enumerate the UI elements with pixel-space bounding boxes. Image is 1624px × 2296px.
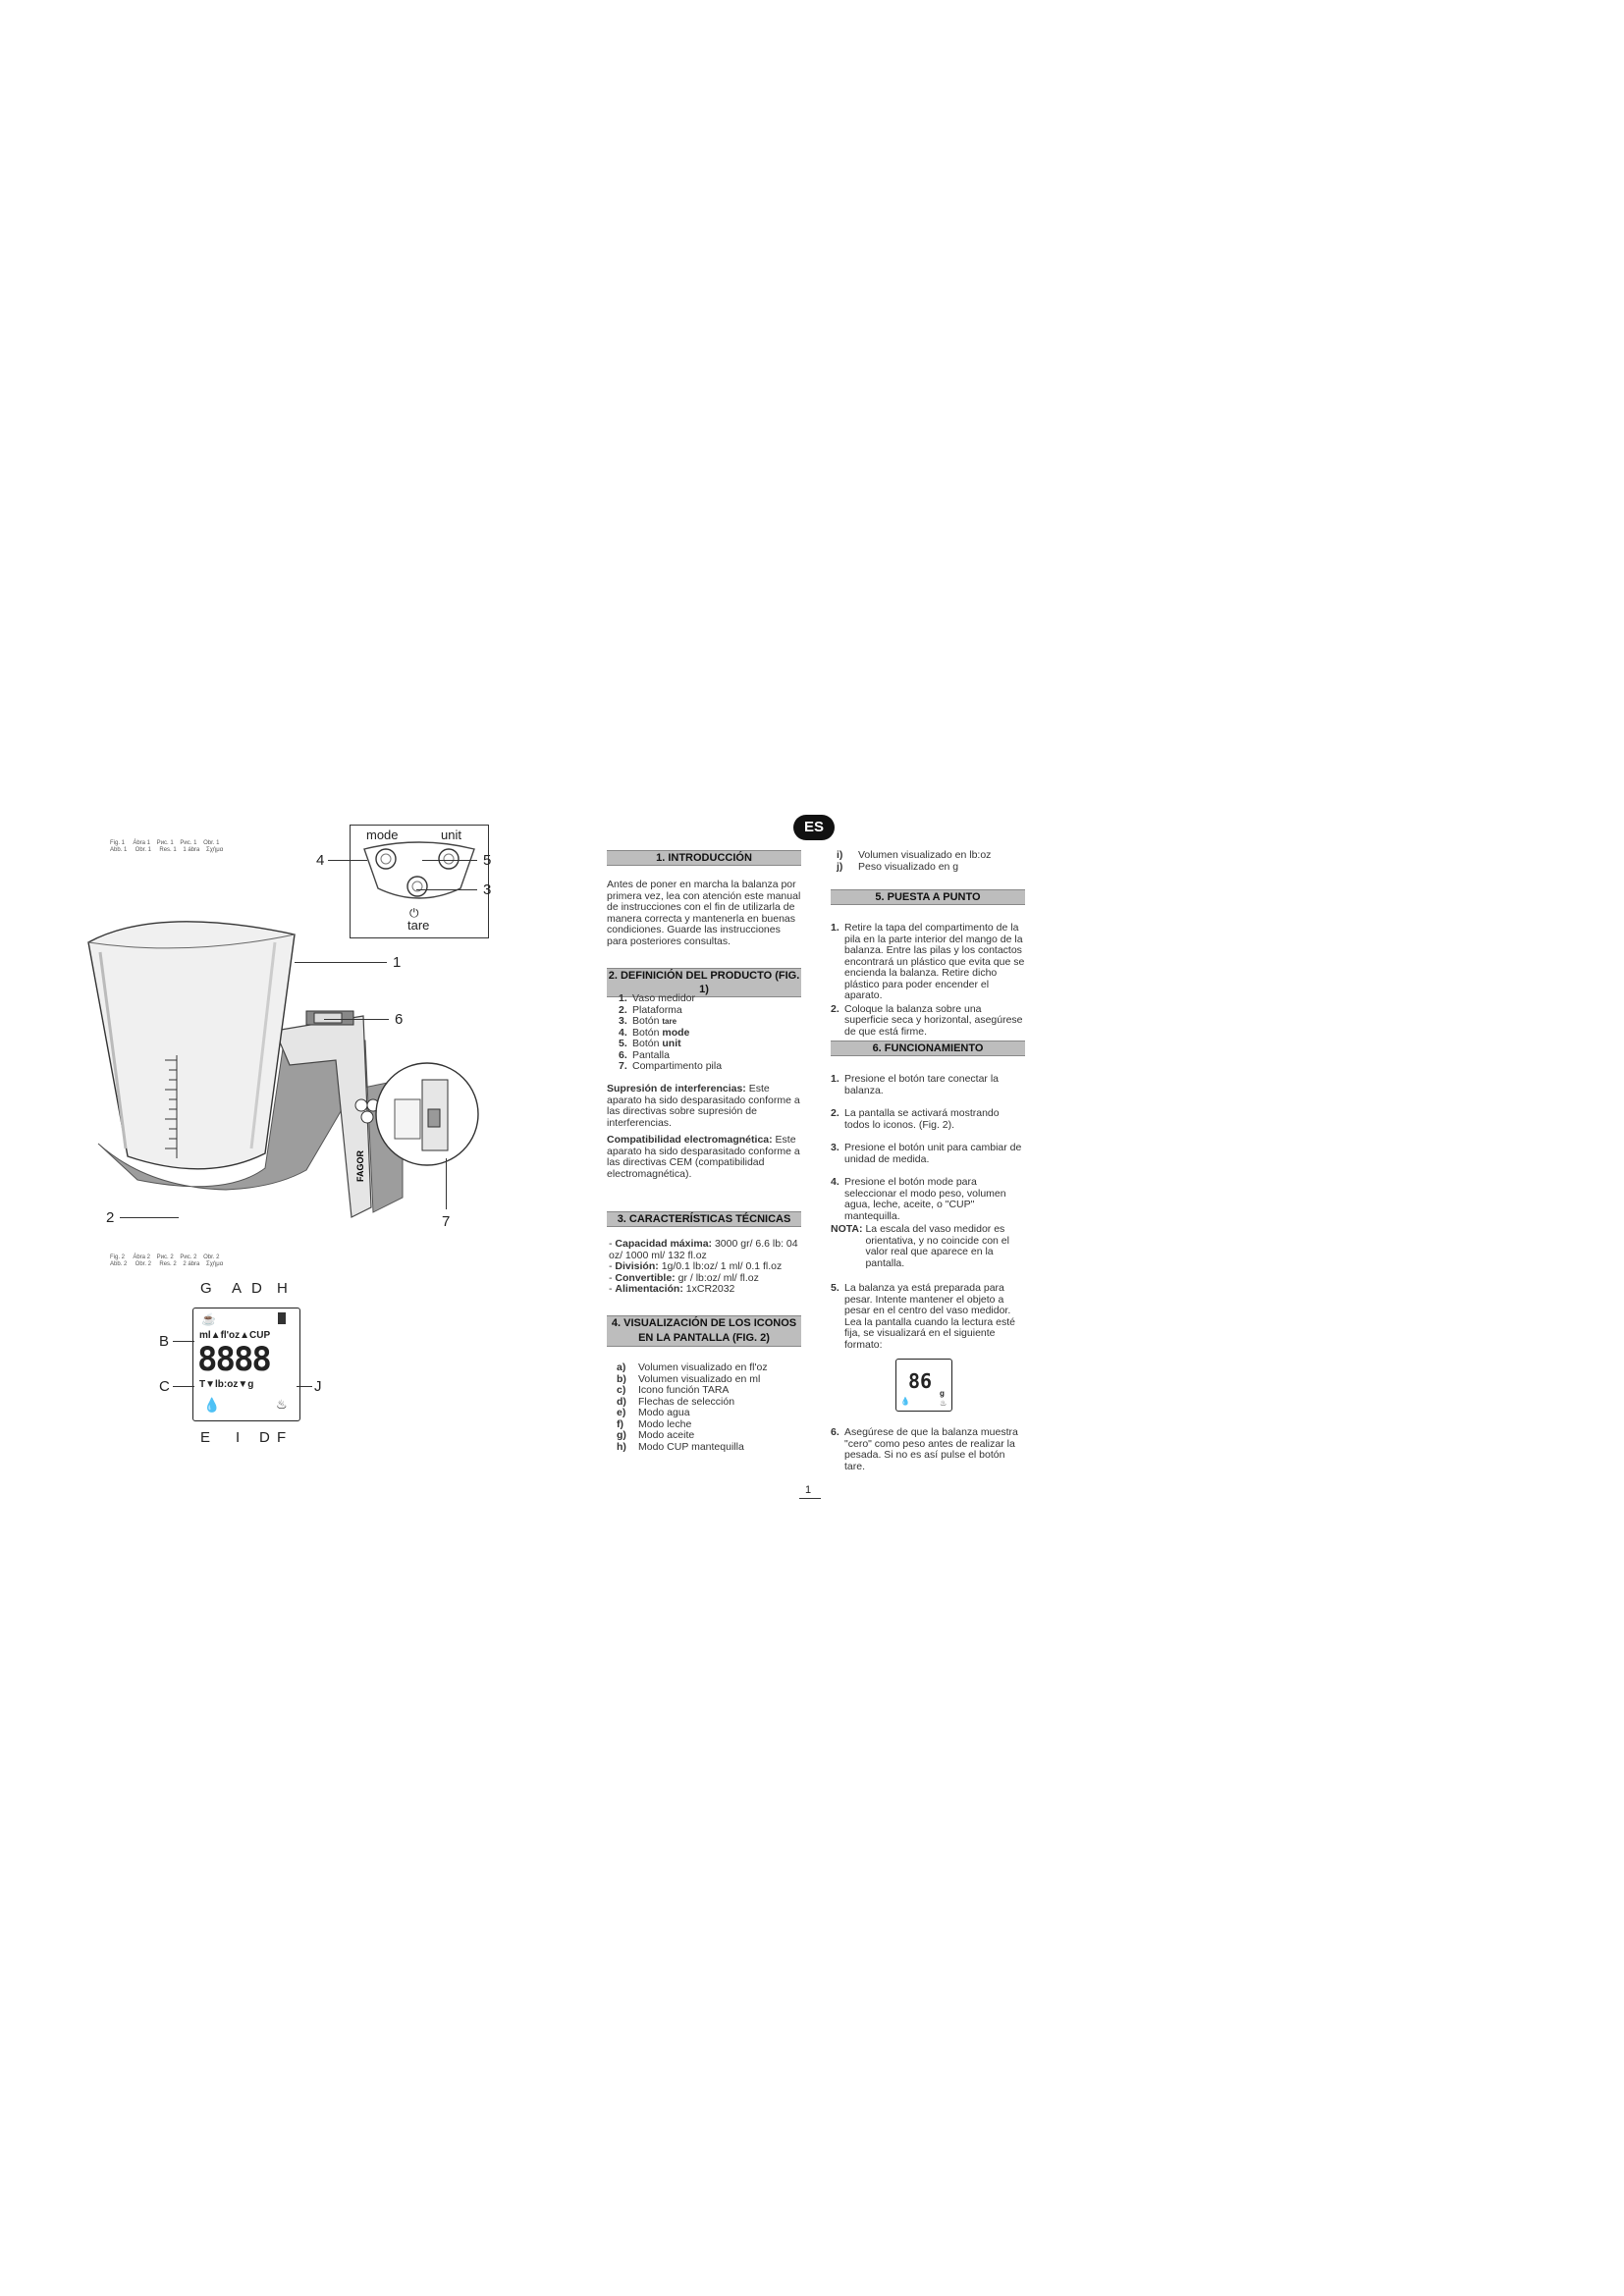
list-item: 1. Vaso medidor bbox=[619, 992, 696, 1004]
reading-display bbox=[895, 1359, 952, 1412]
list-item: f) Modo leche bbox=[617, 1417, 692, 1430]
lcd-bottom-row: T▼lb:oz▼g bbox=[199, 1379, 254, 1390]
reading-unit: g bbox=[940, 1389, 945, 1398]
tare-button[interactable] bbox=[407, 877, 427, 896]
lcd-top-row: ml▲fl'oz▲CUP bbox=[199, 1330, 271, 1341]
fig2-label-E: E bbox=[200, 1429, 211, 1446]
tare-label: tare bbox=[407, 918, 430, 933]
unit-button[interactable] bbox=[439, 849, 459, 869]
setup-list bbox=[831, 923, 1025, 1049]
water-drop-icon: 💧 bbox=[900, 1397, 910, 1406]
list-item: h) Modo CUP mantequilla bbox=[617, 1440, 744, 1453]
list-item: i) Volumen visualizado en lb:oz bbox=[837, 849, 992, 861]
list-item: 6. Pantalla bbox=[619, 1048, 670, 1061]
milk-icon: ♨ bbox=[276, 1397, 288, 1412]
specs-list bbox=[609, 1239, 803, 1296]
list-item: 1. Retire la tapa del compartimento de la pila en la parte interior del mango de la balanza. Entre las pilas y los contactos encontrará un plástico que evita que se encienda la balanza. Retire dicho plástico para poder encender el aparato. bbox=[831, 922, 1025, 1001]
butter-icon bbox=[278, 1312, 286, 1324]
fig2-legend-text: Fig. 2 Ábra 2 Рис. 2 Рис. 2 Obr. 2 Abb. 2 Obr. 2 Res. 2 2 ábra Σχήμα bbox=[110, 1255, 224, 1267]
callout-3: 3 bbox=[483, 881, 492, 898]
list-item: g) Modo aceite bbox=[617, 1429, 695, 1441]
list-item: 2. La pantalla se activará mostrando todos lo iconos. (Fig. 2). bbox=[831, 1107, 1000, 1131]
list-item: - Capacidad máxima: 3000 gr/ 6.6 lb: 04 oz/ 1000 ml/ 132 fl.oz bbox=[609, 1238, 798, 1261]
list-item: 4. Presione el botón mode para seleccionar el modo peso, volumen agua, leche, aceite, o "CUP" mantequilla. bbox=[831, 1176, 1006, 1222]
list-item: 2. Plataforma bbox=[619, 1003, 682, 1016]
specs-header: 3. CARACTERÍSTICAS TÉCNICAS bbox=[607, 1211, 801, 1227]
power-icon: ⏻ bbox=[409, 906, 419, 920]
callout-4: 4 bbox=[316, 852, 325, 869]
list-item: d) Flechas de selección bbox=[617, 1395, 735, 1408]
fig2-label-D-top: D bbox=[251, 1280, 262, 1297]
list-item: 5. La balanza ya está preparada para pesar. Intente mantener el objeto a pesar en el centro del vaso medidor. Lea la pantalla cuando la lectura esté fija, se visualizará en el siguiente formato: bbox=[831, 1282, 1015, 1351]
list-item: 1. Presione el botón tare conectar la balanza. bbox=[831, 1073, 1000, 1096]
fig2-label-D-bottom: D bbox=[259, 1429, 270, 1446]
battery-inset-drawing bbox=[373, 1060, 481, 1168]
emc-text: Compatibilidad electromagnética: Este aparato ha sido desparasitado conforme a las directivas CEM (compatibilidad electromagnética). bbox=[607, 1134, 800, 1180]
list-item: - Alimentación: 1xCR2032 bbox=[609, 1283, 735, 1295]
definition-list bbox=[619, 993, 722, 1073]
operation-list bbox=[831, 1074, 1025, 1355]
intro-header: 1. INTRODUCCIÓN bbox=[607, 850, 801, 866]
list-item: c) Icono función TARA bbox=[617, 1384, 730, 1396]
definition-header: 2. DEFINICIÓN DEL PRODUCTO (FIG. 1) bbox=[608, 970, 800, 995]
fig1-legend-text: Fig. 1 Ábra 1 Рис. 1 Рис. 1 Obr. 1 Abb. 1 Obr. 1 Res. 1 1 ábra Σχήμα bbox=[110, 840, 224, 853]
callout-5: 5 bbox=[483, 852, 492, 869]
list-item: 3. Botón tare bbox=[619, 1015, 677, 1027]
fig2-label-F: F bbox=[277, 1429, 287, 1446]
cup-icon: ☕ bbox=[201, 1312, 216, 1326]
fig2-label-I: I bbox=[236, 1429, 241, 1446]
callout-2: 2 bbox=[106, 1209, 115, 1226]
interference-text: Supresión de interferencias: Este aparato ha sido desparasitado conforme a las directivas sobre supresión de interferencias. bbox=[607, 1083, 800, 1129]
list-item: - Convertible: gr / lb:oz/ ml/ fl.oz bbox=[609, 1271, 759, 1284]
list-item: - División: 1g/0.1 lb:oz/ 1 ml/ 0.1 fl.oz bbox=[609, 1260, 783, 1272]
operation-list-cont bbox=[831, 1427, 1025, 1484]
note: NOTA: La escala del vaso medidor es orientativa, y no coincide con el valor real que aparece en la pantalla. bbox=[831, 1223, 1009, 1269]
callout-1: 1 bbox=[393, 954, 402, 971]
unit-label: unit bbox=[441, 828, 461, 842]
operation-header: 6. FUNCIONAMIENTO bbox=[831, 1041, 1025, 1056]
icons-header: 4. VISUALIZACIÓN DE LOS ICONOS EN LA PANTALLA (FIG. 2) bbox=[607, 1315, 801, 1347]
icons-list-a-h bbox=[617, 1362, 768, 1453]
reading-value: 86 bbox=[908, 1369, 933, 1393]
language-badge: ES bbox=[793, 815, 835, 840]
list-item: a) Volumen visualizado en fl'oz bbox=[617, 1362, 768, 1373]
callout-7: 7 bbox=[442, 1213, 451, 1230]
list-item: 7. Compartimento pila bbox=[619, 1060, 723, 1072]
intro-text: Antes de poner en marcha la balanza por primera vez, lea con atención este manual de instrucciones con el fin de utilizarla de manera correcta y mantenerla en buenas condiciones. Guarde las instrucciones para posteriores consultas. bbox=[607, 879, 801, 947]
list-item: 5. Botón unit bbox=[619, 1038, 681, 1049]
milk-icon: ♨ bbox=[940, 1399, 947, 1408]
list-item: 2. Coloque la balanza sobre una superficie seca y horizontal, asegúrese de que está firme. bbox=[831, 1002, 1023, 1038]
list-item: j) Peso visualizado en g bbox=[837, 860, 959, 873]
lcd-screen bbox=[192, 1308, 300, 1421]
list-item: 6. Asegúrese de que la balanza muestra "cero" como peso antes de realizar la pesada. Si no es así pulse el botón tare. bbox=[831, 1426, 1018, 1472]
fig2-label-J: J bbox=[314, 1378, 322, 1395]
water-drop-icon: 💧 bbox=[203, 1397, 221, 1413]
lcd-digits: 8888 bbox=[197, 1340, 270, 1379]
mode-button[interactable] bbox=[376, 849, 396, 869]
fig2-label-H: H bbox=[277, 1280, 288, 1297]
fig2-label-B: B bbox=[159, 1333, 170, 1350]
fig2-label-G: G bbox=[200, 1280, 212, 1297]
list-item: 4. Botón mode bbox=[619, 1026, 690, 1039]
setup-header: 5. PUESTA A PUNTO bbox=[831, 889, 1025, 905]
panel-buttons-drawing bbox=[351, 839, 488, 908]
list-item: 3. Presione el botón unit para cambiar de unidad de medida. bbox=[831, 1142, 1022, 1165]
fig2-label-A: A bbox=[232, 1280, 243, 1297]
list-item: e) Modo agua bbox=[617, 1407, 690, 1418]
fig2-label-C: C bbox=[159, 1378, 170, 1395]
callout-6: 6 bbox=[395, 1011, 404, 1028]
icons-list-i-j bbox=[837, 850, 991, 873]
svg-text:FAGOR: FAGOR bbox=[355, 1149, 365, 1182]
mode-label: mode bbox=[366, 828, 399, 842]
page-number: 1 bbox=[805, 1484, 812, 1496]
list-item: b) Volumen visualizado en ml bbox=[617, 1372, 761, 1385]
